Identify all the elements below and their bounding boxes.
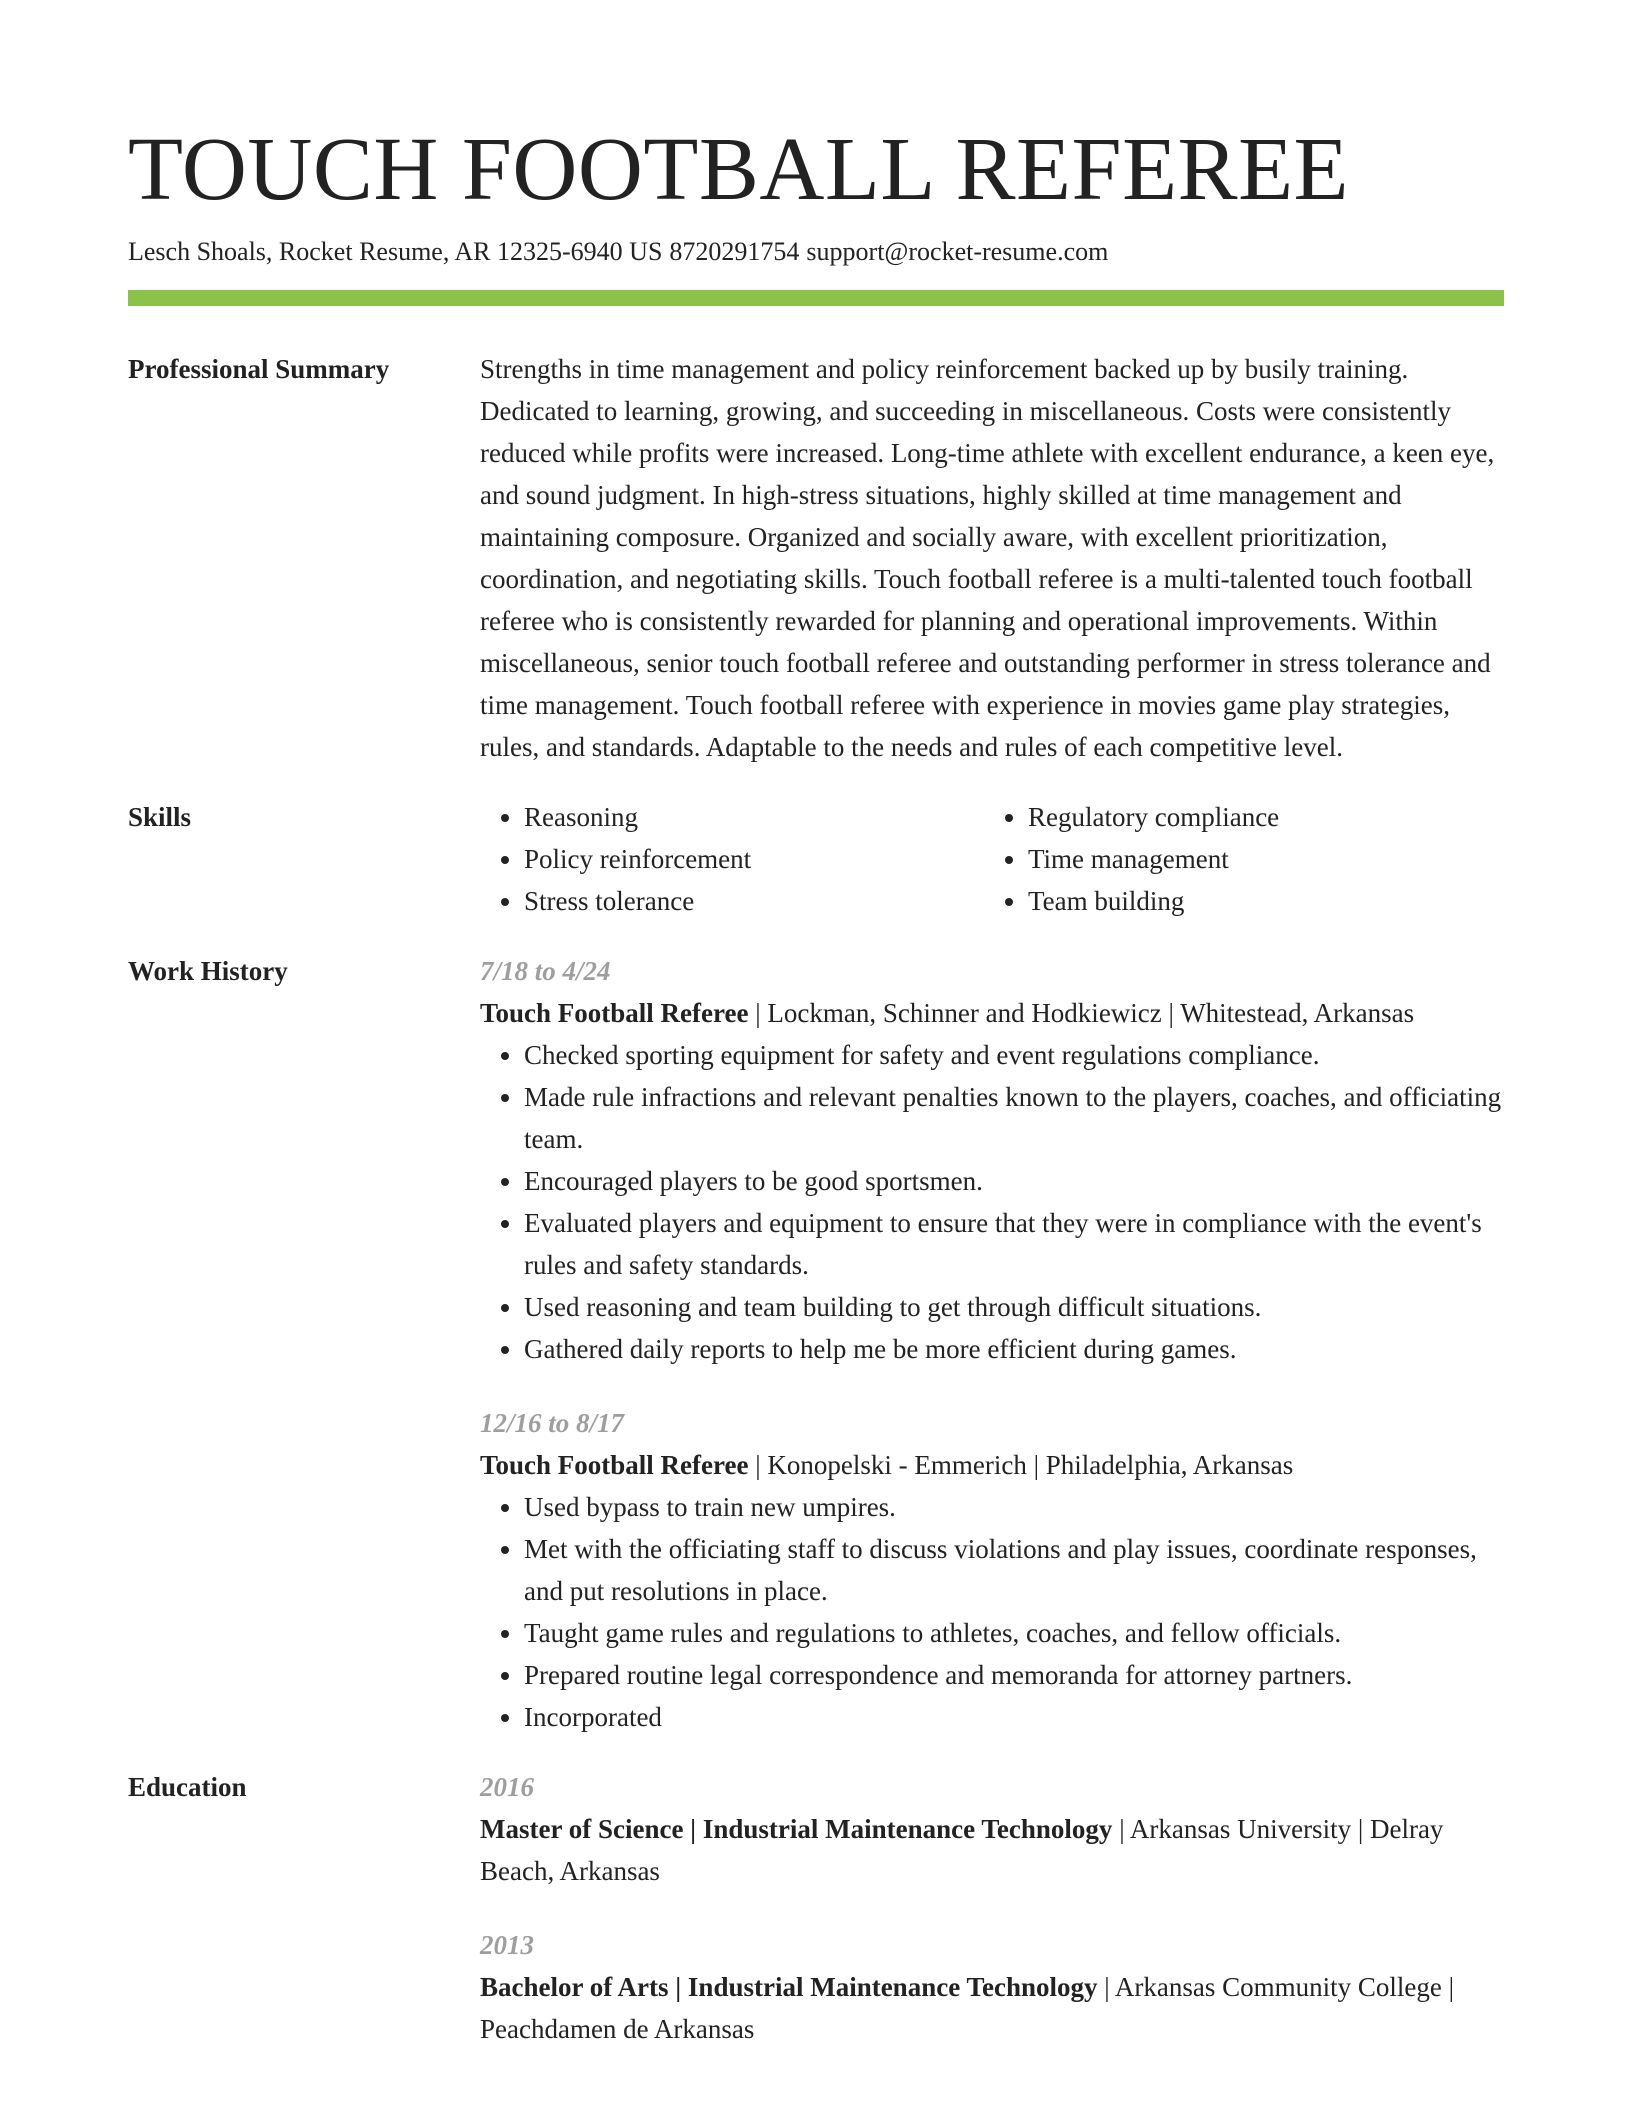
candidate-name: TOUCH FOOTBALL REFEREE <box>128 120 1350 219</box>
job-heading: Touch Football Referee | Lockman, Schinner and Hodkiewicz | Whitestead, Arkansas <box>480 998 1415 1028</box>
job-bullet: • Used reasoning and team building to get through difficult situations. <box>524 1286 1504 1328</box>
contact-address: Lesch Shoals, Rocket Resume, AR 12325-6940 US <box>128 237 663 266</box>
job-bullet: • Taught game rules and regulations to athletes, coaches, and fellow officials. <box>524 1612 1504 1654</box>
education-heading-line: Bachelor of Arts | Industrial Maintenance Technology | Arkansas Community College | Peachdamen de Arkansas <box>480 1972 1455 2044</box>
summary-body <box>480 348 1504 768</box>
education-heading: Education <box>128 1772 247 1802</box>
job-bullet: • Evaluated players and equipment to ensure that they were in compliance with the event's rules and safety standards. <box>524 1202 1504 1286</box>
education-heading-line: Master of Science | Industrial Maintenance Technology | Arkansas University | Delray Beach, Arkansas <box>480 1814 1444 1886</box>
skill-item: • Time management <box>1028 838 1488 880</box>
job-bullet: • Gathered daily reports to help me be more efficient during games. <box>524 1328 1504 1370</box>
job-title: Touch Football Referee <box>480 998 749 1028</box>
job-entry <box>480 950 1504 1370</box>
job-dates: 12/16 to 8/17 <box>480 1408 625 1438</box>
skill-item: • Team building <box>1028 880 1488 922</box>
job-bullet: • Made rule infractions and relevant penalties known to the players, coaches, and officiating team. <box>524 1076 1504 1160</box>
skill-item: • Regulatory compliance <box>1028 796 1488 838</box>
job-heading: Touch Football Referee | Konopelski - Emmerich | Philadelphia, Arkansas <box>480 1450 1294 1480</box>
education-school: Arkansas Community College | Peachdamen de Arkansas <box>480 1972 1455 2044</box>
contact-email[interactable]: support@rocket-resume.com <box>806 237 1109 266</box>
job-company: Konopelski - Emmerich <box>767 1450 1027 1480</box>
job-bullet: • Encouraged players to be good sportsmen. <box>524 1160 1504 1202</box>
work-history-body <box>480 950 1504 1738</box>
summary-section <box>128 348 1504 768</box>
education-degree: Bachelor of Arts | Industrial Maintenance Technology <box>480 1972 1098 2002</box>
job-entry <box>480 1402 1504 1738</box>
job-bullets <box>480 1034 1504 1370</box>
skill-item: • Policy reinforcement <box>524 838 984 880</box>
job-bullet: • Met with the officiating staff to discuss violations and play issues, coordinate responses, and put resolutions in place. <box>524 1528 1504 1612</box>
header-accent-rule <box>128 290 1504 306</box>
education-entry <box>480 1924 1504 2050</box>
education-school: Arkansas University | Delray Beach, Arkansas <box>480 1814 1444 1886</box>
contact-line <box>128 234 1504 270</box>
job-bullet: • Incorporated <box>524 1696 1504 1738</box>
skills-list-right <box>984 796 1488 922</box>
education-degree: Master of Science | Industrial Maintenance Technology <box>480 1814 1113 1844</box>
job-company: Lockman, Schinner and Hodkiewicz <box>767 998 1162 1028</box>
work-history-heading: Work History <box>128 956 288 986</box>
job-location: Whitestead, Arkansas <box>1180 998 1415 1028</box>
skills-grid <box>480 796 1504 922</box>
job-bullet: • Prepared routine legal correspondence and memoranda for attorney partners. <box>524 1654 1504 1696</box>
job-bullets <box>480 1486 1504 1738</box>
job-dates: 7/18 to 4/24 <box>480 956 611 986</box>
job-bullet: • Checked sporting equipment for safety and event regulations compliance. <box>524 1034 1504 1076</box>
education-year: 2016 <box>480 1772 534 1802</box>
contact-phone: 8720291754 <box>669 237 800 266</box>
summary-text: Strengths in time management and policy reinforcement backed up by busily training. Dedicated to learning, growing, and succeeding in miscellaneous. Costs were consistently reduced while profits were increased. Long-time athlete with excellent endurance, a keen eye, and sound judgment. In high-stress situations, highly skilled at time management and maintaining composure. Organized and socially aware, with excellent prioritization, coordination, and negotiating skills. Touch football referee is a multi-talented touch football referee who is consistently rewarded for planning and operational improvements. Within miscellaneous, senior touch football referee and outstanding performer in stress tolerance and time management. Touch football referee with experience in movies game play strategies, rules, and standards. Adaptable to the needs and rules of each competitive level. <box>480 354 1495 762</box>
skill-item: • Reasoning <box>524 796 984 838</box>
resume-page <box>128 0 1504 2112</box>
job-title: Touch Football Referee <box>480 1450 749 1480</box>
summary-heading: Professional Summary <box>128 354 390 384</box>
resume-sections <box>128 348 1504 2082</box>
job-bullet: • Used bypass to train new umpires. <box>524 1486 1504 1528</box>
skill-item: • Stress tolerance <box>524 880 984 922</box>
skills-list-left <box>480 796 984 922</box>
job-location: Philadelphia, Arkansas <box>1045 1450 1294 1480</box>
education-body <box>480 1766 1504 2082</box>
education-section <box>128 1766 1504 2082</box>
skills-heading: Skills <box>128 802 192 832</box>
education-entry <box>480 1766 1504 1892</box>
work-history-section <box>128 950 1504 1738</box>
education-year: 2013 <box>480 1930 534 1960</box>
skills-section <box>128 796 1504 922</box>
